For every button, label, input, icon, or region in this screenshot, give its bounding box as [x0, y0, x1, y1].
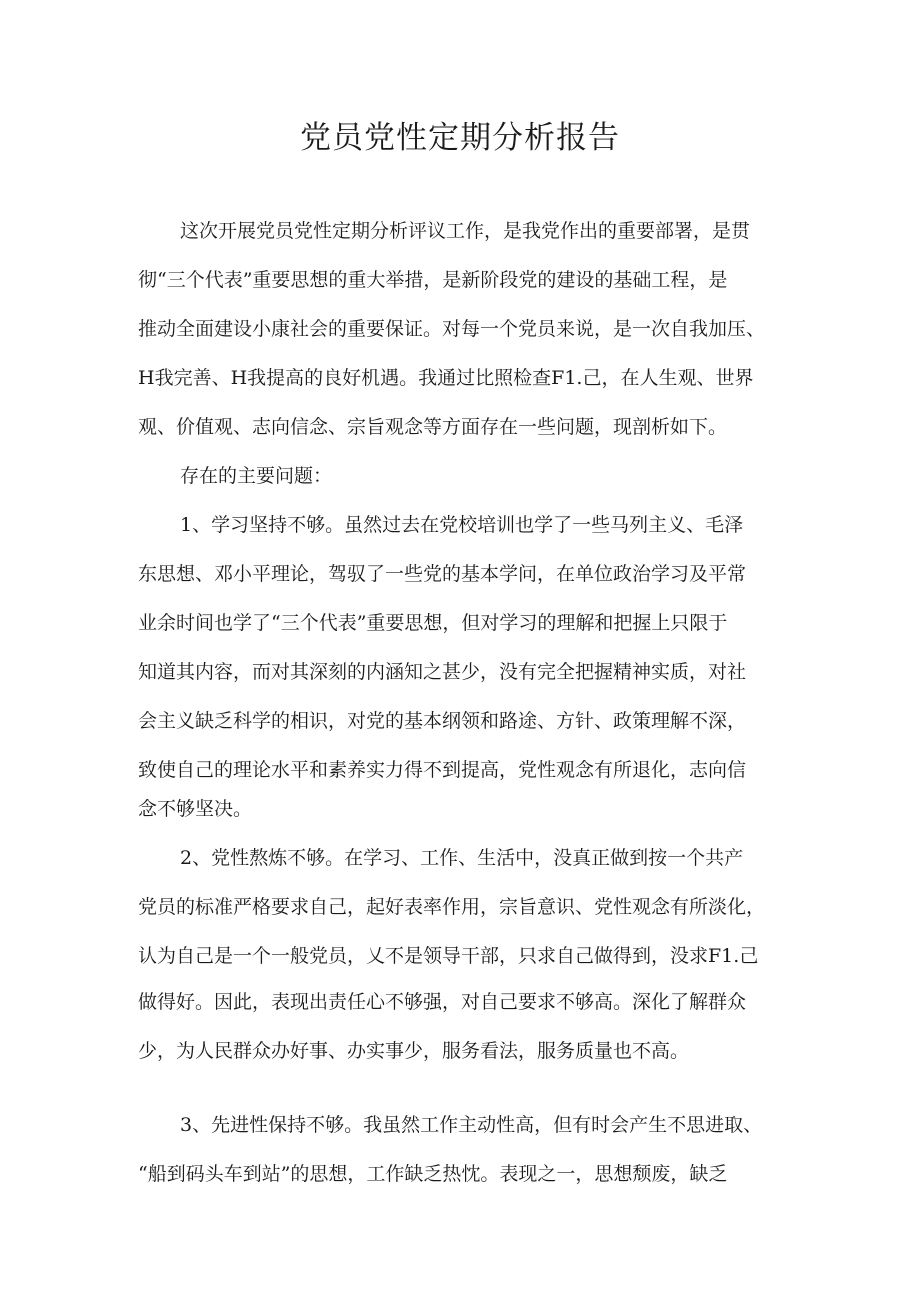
body-line-2: 彻“三个代表”重要思想的重大举措，是新阶段党的建设的基础工程，是	[138, 269, 728, 291]
body-line-12: 致使自己的理论水平和素养实力得不到提高，党性观念有所退化，志向信	[138, 759, 747, 781]
body-line-3: 推动全面建设小康社会的重要保证。对每一个党员来说，是一次自我加压、	[138, 318, 766, 340]
body-line-10: 知道其内容，而对其深刻的内涵知之甚少，没有完全把握精神实质，对社	[138, 661, 747, 683]
body-line-8: 东思想、邓小平理论，驾驭了一些党的基本学问，在单位政治学习及平常	[138, 563, 747, 585]
body-line-15: 党员的标准严格要求自己，起好表率作用，宗旨意识、党性观念有所淡化，	[138, 896, 766, 918]
body-line-19: 3、先进性保持不够。我虽然工作主动性高，但有时会产生不思进取、	[180, 1114, 763, 1136]
body-line-9: 业余时间也学了“三个代表”重要思想，但对学习的理解和把握上只限于	[138, 612, 728, 634]
body-line-4: H我完善、H我提高的良好机遇。我通过比照检查F1.己，在人生观、世界	[138, 367, 754, 389]
body-line-1: 这次开展党员党性定期分析评议工作，是我党作出的重要部署，是贯	[180, 220, 751, 242]
body-line-17: 做得好。因此，表现出责任心不够强，对自己要求不够高。深化了解群众	[138, 991, 747, 1013]
body-line-14: 2、党性熬炼不够。在学习、工作、生活中，没真正做到按一个共产	[180, 847, 744, 869]
body-line-20: “船到码头车到站”的思想，工作缺乏热忱。表现之一，思想颓废，缺乏	[138, 1163, 728, 1185]
document-title: 党员党性定期分析报告	[300, 120, 620, 156]
body-line-16: 认为自己是一个一般党员，乂不是领导干部，只求自己做得到，没求F1.己	[138, 945, 759, 967]
body-line-13: 念不够坚决。	[138, 798, 253, 820]
body-line-5: 观、价值观、志向信念、宗旨观念等方面存在一些问题，现剖析如下。	[138, 416, 728, 438]
section-heading: 存在的主要问题：	[180, 465, 333, 487]
body-line-7: 1、学习坚持不够。虽然过去在党校培训也学了一些马列主义、毛泽	[180, 514, 744, 536]
body-line-18: 少，为人民群众办好事、办实事少，服务看法，服务质量也不高。	[138, 1040, 690, 1062]
body-line-11: 会主义缺乏科学的相识，对党的基本纲领和路途、方针、政策理解不深，	[138, 710, 747, 732]
